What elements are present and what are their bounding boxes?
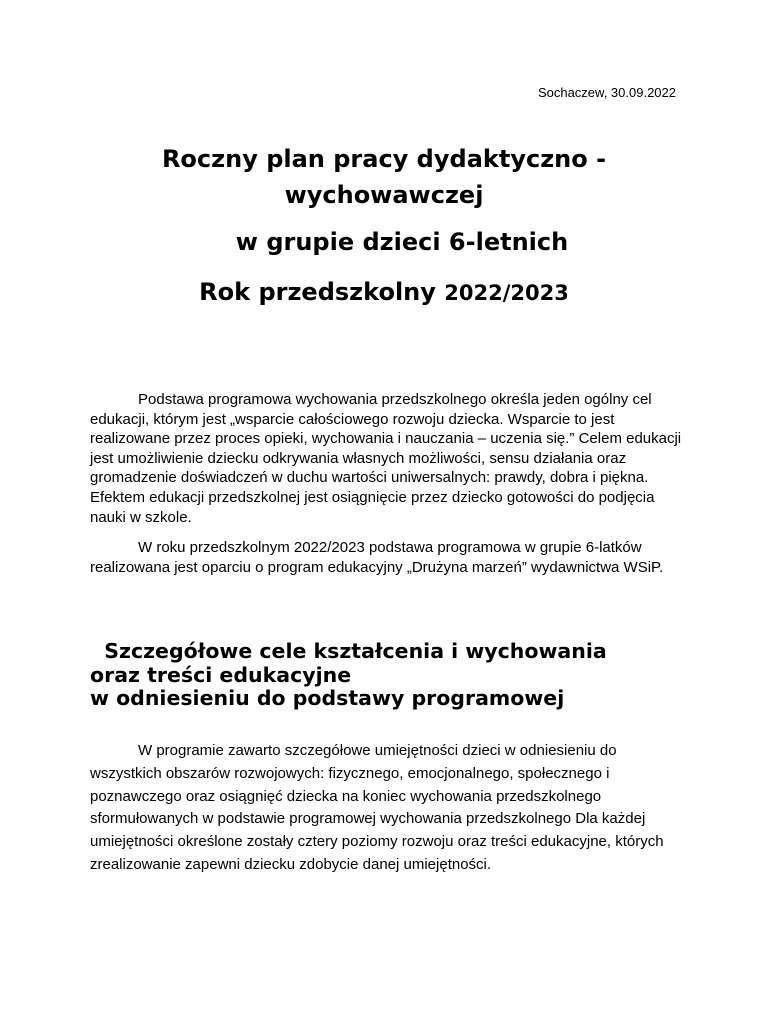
paragraph-3-text: W programie zawarto szczegółowe umiejętności dzieci w odniesieniu do wszystkich obszarów rozwojowych: fizycznego, emocjonalnego, społecznego i poznawczego oraz osiągnięć dziecka na koniec wychowania przedszkolnego sformułowanych w podstawie programowej wychowania przedszkolnego Dla każdej umiejętności określone zostały cztery poziomy rozwoju oraz treści edukacyjne, których zrealizowanie zapewni dziecku zdobycie danej umiejętności.: [90, 742, 664, 873]
paragraph-2: [90, 538, 690, 577]
title-line-4-year: 2022/2023: [444, 281, 569, 305]
title-line-4: [0, 276, 768, 309]
paragraph-1-text: Podstawa programowa wychowania przedszkolnego określa jeden ogólny cel edukacji, którym jest „wsparcie całościowego rozwoju dziecka. Wsparcie to jest realizowane przez proces opieki, wychowania i nauczania – uczenia się.” Celem edukacji jest umożliwienie dziecku odkrywania własnych możliwości, sensu działania oraz gromadzenie doświadczeń w duchu wartości uniwersalnych: prawdy, dobra i piękna. Efektem edukacji przedszkolnej jest osiągnięcie przez dziecko gotowości do podjęcia nauki w szkole.: [90, 391, 682, 526]
section-heading-line-2: oraz treści edukacyjne: [90, 662, 352, 687]
title-line-4-prefix: Rok przedszkolny: [199, 278, 445, 306]
date-line: Sochaczew, 30.09.2022: [537, 85, 676, 100]
title-line-1: Roczny plan pracy dydaktyczno -: [161, 145, 607, 173]
section-heading: [90, 640, 710, 711]
paragraph-2-text: W roku przedszkolnym 2022/2023 podstawa programowa w grupie 6-latków realizowana jest oparciu o program edukacyjny „Drużyna marzeń” wydawnictwa WSiP.: [90, 539, 664, 576]
section-heading-line-1-text: Szczegółowe cele kształcenia i wychowania: [104, 639, 607, 663]
paragraph-3: [90, 740, 690, 877]
section-heading-line-3: w odniesieniu do podstawy programowej: [90, 686, 565, 710]
title-line-2: wychowawczej: [284, 181, 484, 209]
paragraph-1: [90, 390, 690, 527]
section-heading-line-1: [90, 640, 710, 664]
title-line-3: w grupie dzieci 6-letnich: [235, 228, 569, 256]
